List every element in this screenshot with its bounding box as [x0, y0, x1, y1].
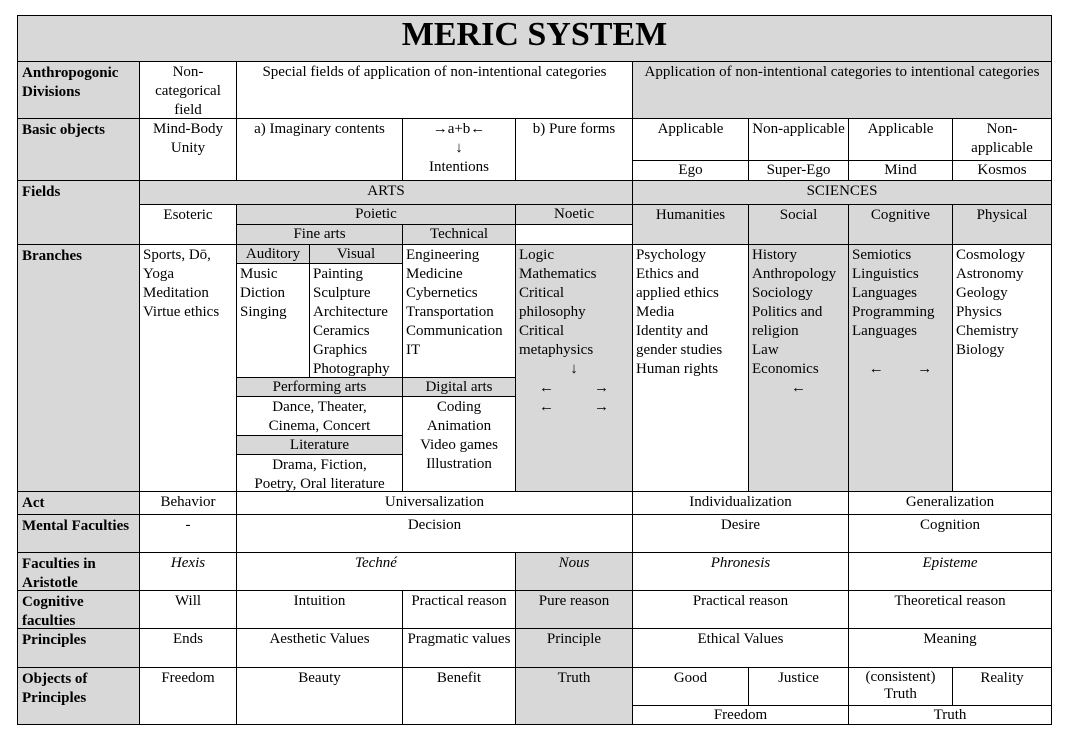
esoteric-header: Esoteric — [139, 204, 237, 245]
sciences-header: SCIENCES — [632, 180, 1052, 205]
aesthetic-values: Aesthetic Values — [236, 628, 403, 668]
social-branches-cell — [748, 244, 849, 492]
beauty: Beauty — [236, 667, 403, 725]
meaning: Meaning — [848, 628, 1052, 668]
noetic-header: Noetic — [515, 204, 633, 225]
freedom-arts: Freedom — [139, 667, 237, 725]
pragmatic-values: Pragmatic values — [402, 628, 516, 668]
left-arrow-icon: ← — [539, 399, 554, 415]
social-branches: History Anthropology Sociology Politics and religion Law Economics — [752, 247, 837, 377]
performing-arts-items: Dance, Theater, Cinema, Concert — [236, 396, 403, 436]
consistent-truth: (consistent) Truth — [848, 667, 953, 706]
benefit: Benefit — [402, 667, 516, 725]
noetic-branches: Logic Mathematics Critical philosophy Critical metaphysics — [519, 247, 597, 358]
nous: Nous — [515, 552, 633, 591]
esoteric-branches: Sports, Dō, Yoga Meditation Virtue ethics — [139, 244, 237, 492]
physical-header: Physical — [952, 204, 1052, 245]
row-label-principles: Principles — [17, 628, 140, 668]
reality: Reality — [952, 667, 1052, 706]
humanities-branches: Psychology Ethics and applied ethics Media Identity and gender studies Human rights — [632, 244, 749, 492]
intentions-label: Intentions — [429, 159, 489, 175]
episteme: Episteme — [848, 552, 1052, 591]
technical-header: Technical — [402, 224, 516, 245]
applicable-2: Applicable — [848, 118, 953, 161]
visual-branches: Painting Sculpture Architecture Ceramics Graphics Photography — [309, 263, 403, 378]
intentions-arrows: →a+b← — [432, 121, 486, 137]
good: Good — [632, 667, 749, 706]
mind-body-unity: Mind-Body Unity — [139, 118, 237, 181]
ends: Ends — [139, 628, 237, 668]
practical-reason-arts: Practical reason — [402, 590, 516, 629]
digital-arts-header: Digital arts — [402, 377, 516, 397]
right-arrow-icon: → — [594, 399, 609, 415]
phronesis: Phronesis — [632, 552, 849, 591]
ego: Ego — [632, 160, 749, 181]
noetic-down-arrow: ↓ — [570, 361, 578, 377]
left-arrow-icon: ← — [791, 380, 806, 396]
behavior: Behavior — [139, 491, 237, 515]
poietic-header: Poietic — [236, 204, 516, 225]
will: Will — [139, 590, 237, 629]
row-label-fields: Fields — [17, 180, 140, 245]
physical-branches: Cosmology Astronomy Geology Physics Chemistry Biology — [952, 244, 1052, 492]
ethical-values: Ethical Values — [632, 628, 849, 668]
visual-header: Visual — [309, 244, 403, 264]
cognitive-header: Cognitive — [848, 204, 953, 245]
principle: Principle — [515, 628, 633, 668]
intentions-down-arrow: ↓ — [455, 140, 463, 156]
pure-reason: Pure reason — [515, 590, 633, 629]
performing-arts-header: Performing arts — [236, 377, 403, 397]
techne: Techné — [236, 552, 516, 591]
mind: Mind — [848, 160, 953, 181]
left-arrow-icon: ← — [868, 361, 884, 377]
cognitive-arrow-row — [852, 360, 949, 379]
literature-items: Drama, Fiction, Poetry, Oral literature — [236, 454, 403, 492]
practical-reason-sciences: Practical reason — [632, 590, 849, 629]
technical-branches: Engineering Medicine Cybernetics Transportation Communication IT — [402, 244, 516, 378]
cognition: Cognition — [848, 514, 1052, 553]
desire: Desire — [632, 514, 849, 553]
page-title: MERIC SYSTEM — [17, 15, 1052, 62]
row-label-cognitive-faculties: Cognitive faculties — [17, 590, 140, 629]
humanities-header: Humanities — [632, 204, 749, 245]
super-ego: Super-Ego — [748, 160, 849, 181]
row-label-basic-objects: Basic objects — [17, 118, 140, 181]
applicable-1: Applicable — [632, 118, 749, 161]
row-label-anthropogonic: Anthropogonic Divisions — [17, 61, 140, 119]
freedom-sciences: Freedom — [632, 705, 849, 725]
theoretical-reason: Theoretical reason — [848, 590, 1052, 629]
non-applicable-2: Non-applicable — [952, 118, 1052, 161]
kosmos: Kosmos — [952, 160, 1052, 181]
row-label-mental-faculties: Mental Faculties — [17, 514, 140, 553]
truth-sciences: Truth — [848, 705, 1052, 725]
right-arrow-icon: → — [917, 361, 933, 377]
right-arrow-icon: → — [594, 380, 609, 396]
intentions-cell — [402, 118, 516, 181]
row-label-aristotle: Faculties in Aristotle — [17, 552, 140, 591]
social-header: Social — [748, 204, 849, 245]
application-header: Application of non-intentional categories to intentional categories — [632, 61, 1052, 119]
noetic-branches-cell — [515, 244, 633, 492]
imaginary-contents: a) Imaginary contents — [236, 118, 403, 181]
generalization: Generalization — [848, 491, 1052, 515]
non-categorical-field: Non-categorical field — [139, 61, 237, 119]
noetic-arrow-row-2 — [519, 398, 629, 417]
auditory-branches: Music Diction Singing — [236, 263, 310, 378]
mental-dash: - — [139, 514, 237, 553]
noetic-arrow-row-1 — [519, 379, 629, 398]
hexis: Hexis — [139, 552, 237, 591]
fine-arts-header: Fine arts — [236, 224, 403, 245]
decision: Decision — [236, 514, 633, 553]
intuition: Intuition — [236, 590, 403, 629]
cognitive-branches: Semiotics Linguistics Languages Programming Languages — [852, 247, 935, 339]
justice: Justice — [748, 667, 849, 706]
row-label-act: Act — [17, 491, 140, 515]
literature-header: Literature — [236, 435, 403, 455]
special-fields-header: Special fields of application of non-intentional categories — [236, 61, 633, 119]
universalization: Universalization — [236, 491, 633, 515]
row-label-branches: Branches — [17, 244, 140, 492]
non-applicable-1: Non-applicable — [748, 118, 849, 161]
arts-header: ARTS — [139, 180, 633, 205]
truth-arts: Truth — [515, 667, 633, 725]
individualization: Individualization — [632, 491, 849, 515]
pure-forms: b) Pure forms — [515, 118, 633, 181]
row-label-objects: Objects of Principles — [17, 667, 140, 725]
left-arrow-icon: ← — [539, 380, 554, 396]
auditory-header: Auditory — [236, 244, 310, 264]
digital-arts-items: Coding Animation Video games Illustration — [402, 396, 516, 492]
cognitive-branches-cell — [848, 244, 953, 492]
